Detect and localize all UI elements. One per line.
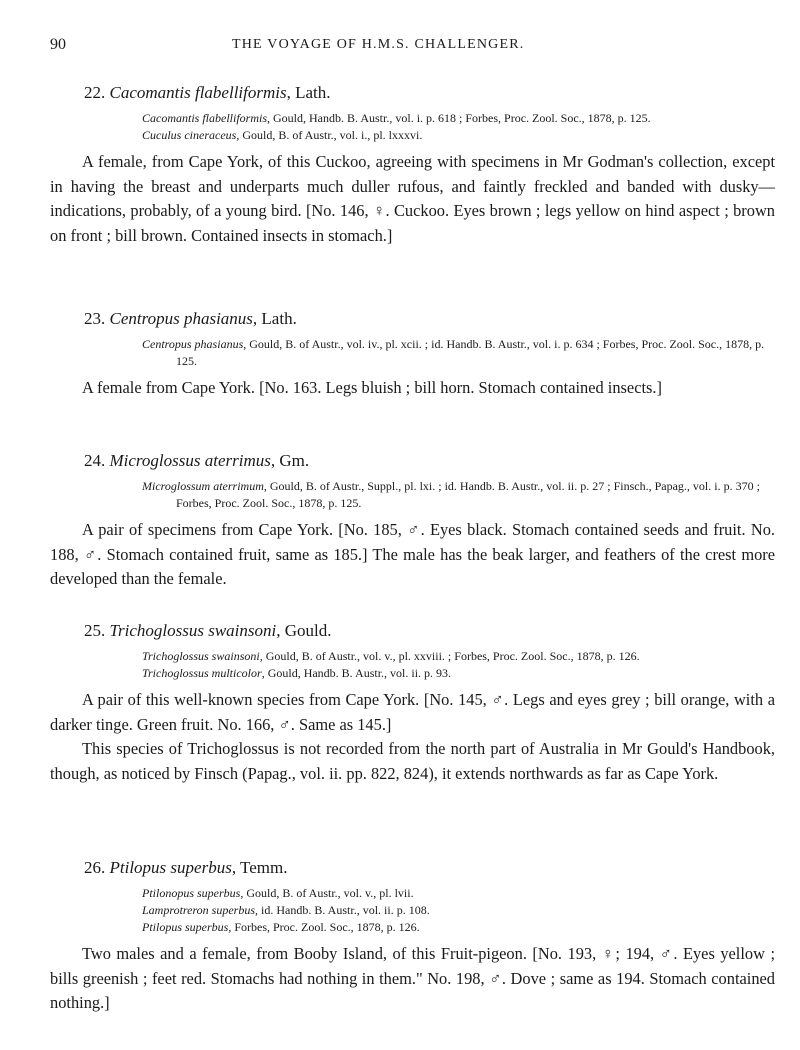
body-paragraph: A female, from Cape York, of this Cuckoo, agreeing with specimens in Mr Godman's collection, except in having the breast and underparts much duller rufous, and faintly freckled and banded with dusky—indications, probably, of a young bird. [No. 146, ♀. Cuckoo. Eyes brown ; legs yellow on hind aspect ; brown on front ; bill brown. Contained insects in stomach.] bbox=[50, 152, 775, 245]
species-authority: , Temm. bbox=[231, 858, 288, 877]
reference-line: Lamprotreron superbus, id. Handb. B. Austr., vol. ii. p. 108. bbox=[142, 903, 430, 917]
synonymy-references bbox=[142, 110, 775, 144]
entry-heading bbox=[84, 308, 775, 330]
page-number: 90 bbox=[50, 36, 66, 53]
species-authority: , Lath. bbox=[252, 309, 297, 328]
species-entry-26 bbox=[50, 857, 775, 1016]
body-paragraph: Two males and a female, from Booby Island, of this Fruit-pigeon. [No. 193, ♀; 194, ♂. Eyes yellow ; bills greenish ; feet red. Stomachs had nothing in them." No. 198, ♂. Dove ; same as 194. Stomach contained nothing.] bbox=[50, 944, 775, 1012]
reference-line: Centropus phasianus, Gould, B. of Austr., vol. iv., pl. xcii. ; id. Handb. B. Austr., vol. i. p. 634 ; Forbes, Proc. Zool. Soc., 1878, p. 125. bbox=[142, 337, 765, 368]
species-authority: , Lath. bbox=[286, 83, 331, 102]
entry-heading bbox=[84, 857, 775, 879]
species-name: Cacomantis flabelliformis bbox=[109, 83, 287, 102]
body-paragraph: A pair of specimens from Cape York. [No. 185, ♂. Eyes black. Stomach contained seeds and fruit. No. 188, ♂. Stomach contained fruit, same as 185.] The male has the beak larger, and feathers of the crest more developed than the female. bbox=[50, 520, 775, 588]
entry-number: 22. bbox=[84, 83, 106, 102]
species-entry-25 bbox=[50, 620, 775, 786]
species-entry-22 bbox=[50, 82, 775, 248]
reference-line: Cacomantis flabelliformis, Gould, Handb. B. Austr., vol. i. p. 618 ; Forbes, Proc. Zool. Soc., 1878, p. 125. bbox=[142, 111, 651, 125]
synonymy-references bbox=[142, 648, 775, 682]
species-name: Trichoglossus swainsoni bbox=[109, 621, 277, 640]
page-header bbox=[50, 36, 770, 58]
reference-line: Cuculus cineraceus, Gould, B. of Austr., vol. i., pl. lxxxvi. bbox=[142, 128, 423, 142]
synonymy-references bbox=[142, 336, 775, 370]
reference-line: Trichoglossus multicolor, Gould, Handb. B. Austr., vol. ii. p. 93. bbox=[142, 666, 452, 680]
species-name: Centropus phasianus bbox=[109, 309, 253, 328]
entry-number: 23. bbox=[84, 309, 106, 328]
species-entry-23 bbox=[50, 308, 775, 401]
synonymy-references bbox=[142, 885, 775, 936]
reference-line: Microglossum aterrimum, Gould, B. of Austr., Suppl., pl. lxi. ; id. Handb. B. Austr., vol. ii. p. 27 ; Finsch., Papag., vol. i. p. 370 ; Forbes, Proc. Zool. Soc., 1878, p. 125. bbox=[142, 479, 760, 510]
body-paragraph: This species of Trichoglossus is not recorded from the north part of Australia in Mr Gould's Handbook, though, as noticed by Finsch (Papag., vol. ii. pp. 822, 824), it extends northwards as far as Cape York. bbox=[50, 739, 775, 783]
entry-heading bbox=[84, 82, 775, 104]
reference-line: Trichoglossus swainsoni, Gould, B. of Austr., vol. v., pl. xxviii. ; Forbes, Proc. Zool. Soc., 1878, p. 126. bbox=[142, 649, 640, 663]
entry-heading bbox=[84, 620, 775, 642]
species-name: Ptilopus superbus bbox=[109, 858, 232, 877]
body-paragraph: A female from Cape York. [No. 163. Legs bluish ; bill horn. Stomach contained insects.] bbox=[82, 378, 662, 397]
reference-line: Ptilonopus superbus, Gould, B. of Austr., vol. v., pl. lvii. bbox=[142, 886, 414, 900]
entry-number: 26. bbox=[84, 858, 106, 877]
reference-line: Ptilopus superbus, Forbes, Proc. Zool. Soc., 1878, p. 126. bbox=[142, 920, 420, 934]
entry-heading bbox=[84, 450, 775, 472]
species-entry-24 bbox=[50, 450, 775, 592]
body-paragraph: A pair of this well-known species from Cape York. [No. 145, ♂. Legs and eyes grey ; bill orange, with a darker tinge. Green fruit. No. 166, ♂. Same as 145.] bbox=[50, 690, 775, 734]
species-authority: , Gm. bbox=[270, 451, 310, 470]
species-authority: , Gould. bbox=[276, 621, 332, 640]
entry-number: 24. bbox=[84, 451, 106, 470]
running-title: THE VOYAGE OF H.M.S. CHALLENGER. bbox=[232, 37, 525, 52]
synonymy-references bbox=[142, 478, 775, 512]
species-name: Microglossus aterrimus bbox=[109, 451, 271, 470]
entry-number: 25. bbox=[84, 621, 106, 640]
